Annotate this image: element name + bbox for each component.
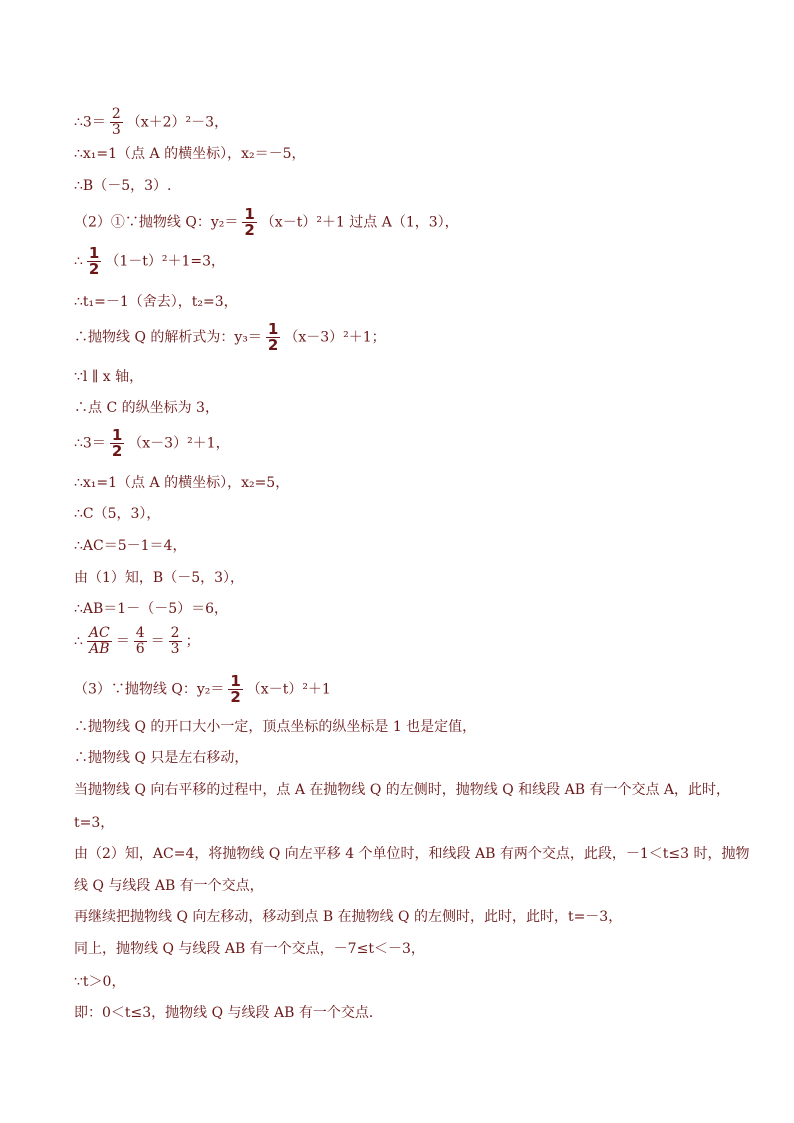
fraction [110, 428, 124, 459]
solution-line: ∴AC＝5－1＝4， [74, 538, 187, 554]
solution-line: ∴C（5，3）， [74, 506, 161, 522]
solution-line: 线 Q 与线段 AB 有一个交点， [74, 878, 264, 894]
solution-line: 由（2）知，AC=4，将抛物线 Q 向左平移 4 个单位时，和线段 AB 有两个交点，此段，－1＜t≤3 时，抛物 [74, 846, 750, 862]
solution-line [74, 674, 331, 705]
line-suffix: （x－3）²＋1； [284, 329, 386, 346]
solution-line: t=3， [74, 815, 115, 831]
line-suffix: （x－t）²＋1 [246, 681, 331, 698]
solution-line [74, 428, 230, 459]
solution-line: ∴抛物线 Q 只是左右移动， [74, 750, 249, 766]
fraction [87, 626, 112, 657]
numerator: 1 [111, 426, 123, 444]
denominator: 2 [244, 221, 255, 239]
solution-line [74, 322, 386, 353]
line-prefix: ∴3＝ [74, 435, 106, 452]
denominator: 2 [267, 336, 279, 354]
numerator: 1 [267, 320, 279, 338]
solution-line: ∵l ∥ x 轴， [74, 369, 144, 385]
solution-line: ∵t＞0， [74, 974, 126, 990]
denominator: 3 [170, 641, 180, 657]
solution-line [74, 246, 225, 277]
denominator: 2 [88, 260, 100, 278]
numerator: 2 [111, 106, 121, 122]
numerator: 1 [88, 244, 100, 262]
solution-line: ∴AB＝1－（－5）＝6， [74, 601, 229, 617]
denominator: 3 [111, 122, 121, 138]
line-prefix: ∴ [74, 253, 83, 270]
numerator: 2 [170, 625, 180, 641]
solution-line: 同上，抛物线 Q 与线段 AB 有一个交点，－7≤t＜－3， [74, 941, 425, 957]
denominator: AB [89, 641, 110, 657]
fraction [266, 322, 280, 353]
solution-line: ∴抛物线 Q 的开口大小一定，顶点坐标的纵坐标是 1 也是定值， [74, 719, 477, 735]
solution-line [74, 626, 200, 657]
solution-line [74, 207, 459, 238]
solution-line: 再继续把抛物线 Q 向左移动，移动到点 B 在抛物线 Q 的左侧时，此时，此时，t=－3， [74, 909, 623, 925]
numerator: 1 [244, 205, 255, 223]
denominator: 6 [135, 641, 145, 657]
line-prefix: ∴ [74, 633, 83, 650]
line-prefix: ∴3＝ [74, 114, 106, 131]
solution-line: 即：0＜t≤3，抛物线 Q 与线段 AB 有一个交点． [74, 1005, 383, 1021]
denominator: 2 [230, 688, 241, 706]
line-prefix: （2）①∵抛物线 Q：y₂＝ [74, 214, 239, 231]
line-suffix: ； [185, 633, 200, 650]
solution-line: 当抛物线 Q 向右平移的过程中，点 A 在抛物线 Q 的左侧时，抛物线 Q 和线段 AB 有一个交点 A，此时， [74, 782, 731, 798]
solution-line [74, 107, 228, 138]
solution-line: ∴点 C 的纵坐标为 3， [74, 400, 219, 416]
denominator: 2 [111, 442, 123, 460]
solution-line: ∴x₁=1（点 A 的横坐标），x₂＝－5， [74, 146, 306, 162]
fraction [242, 207, 256, 238]
solution-line: 由（1）知，B（－5，3）， [74, 570, 245, 586]
line-suffix: （x－t）²＋1 过点 A（1，3）， [260, 214, 459, 231]
fraction [134, 626, 147, 657]
line-prefix: （3）∵抛物线 Q：y₂＝ [74, 681, 225, 698]
line-prefix: ∴抛物线 Q 的解析式为：y₃＝ [74, 329, 262, 346]
numerator: AC [88, 625, 110, 641]
solution-line: ∴t₁=－1（舍去），t₂=3， [74, 294, 238, 310]
fraction [169, 626, 182, 657]
numerator: 1 [230, 672, 241, 690]
fraction [110, 107, 123, 138]
solution-line: ∴B（－5，3）. [74, 178, 172, 194]
fraction [87, 246, 101, 277]
line-suffix: （x－3）²＋1， [128, 435, 230, 452]
line-suffix: （1－t）²＋1=3， [105, 253, 226, 270]
fraction [228, 674, 242, 705]
line-suffix: （x＋2）²－3， [126, 114, 229, 131]
equals-sign: ＝ [150, 633, 165, 650]
numerator: 4 [135, 625, 145, 641]
equals-sign: ＝ [115, 633, 130, 650]
solution-line: ∴x₁=1（点 A 的横坐标），x₂=5， [74, 475, 290, 491]
